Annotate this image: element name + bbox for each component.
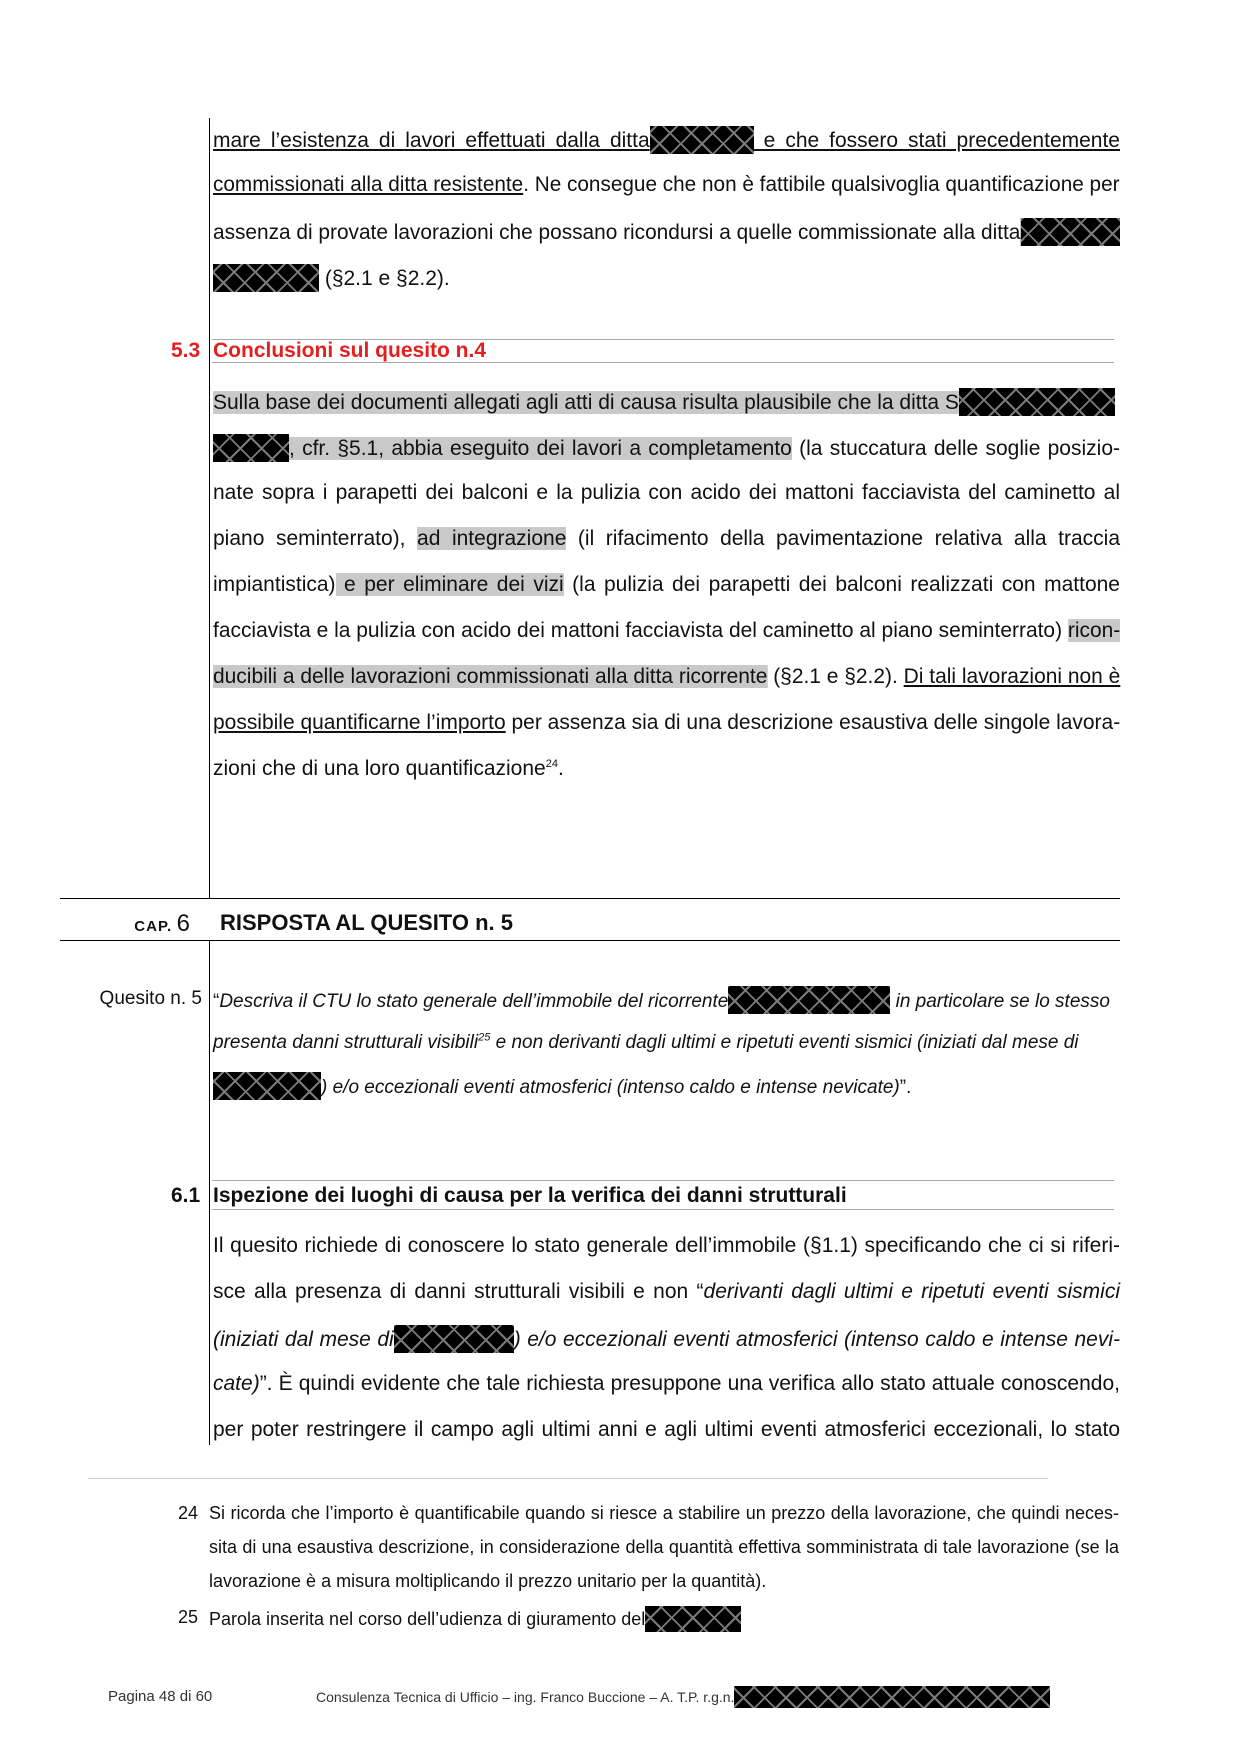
text-line: sce alla presenza di danni strutturali visibili e non “derivanti dagli ultimi e ripetuti eventi sismici: [213, 1280, 1120, 1303]
redaction-block: [734, 1686, 1050, 1708]
text-line: cate)”. È quindi evidente che tale richiesta presuppone una verifica allo stato attuale conoscendo,: [213, 1372, 1120, 1395]
redaction-block: [213, 264, 319, 292]
footnote-line: sita di una esaustiva descrizione, in considerazione della quantità effettiva somministrata di tale lavorazione (se la: [209, 1537, 1119, 1557]
redaction-block: [645, 1606, 741, 1632]
text-line: impiantistica) e per eliminare dei vizi (la pulizia dei parapetti dei balconi realizzati con mattone: [213, 573, 1120, 596]
text-line: , cfr. §5.1, abbia eseguito dei lavori a completamento (la stuccatura delle soglie posizio-: [213, 434, 1120, 462]
text-line: Sulla base dei documenti allegati agli atti di causa risulta plausibile che la ditta S: [213, 388, 1120, 416]
section-number: 5.3: [171, 339, 201, 362]
section-title: Ispezione dei luoghi di causa per la verifica dei danni strutturali: [213, 1184, 847, 1207]
section-rule: [212, 362, 1114, 363]
chapter-title: RISPOSTA AL QUESITO n. 5: [220, 910, 513, 935]
redaction-block: [959, 388, 1115, 416]
redaction-block: [213, 1072, 321, 1100]
redaction-block: [394, 1325, 514, 1353]
footnote-line: lavorazione è a misura moltiplicando il prezzo unitario per la quantità).: [209, 1571, 767, 1591]
page-number: Pagina 48 di 60: [108, 1688, 213, 1705]
footnote-number: 25: [178, 1607, 199, 1627]
chapter-label: CAP. 6: [134, 910, 190, 937]
redaction-block: [1020, 218, 1119, 246]
footer-doc-title: Consulenza Tecnica di Ufficio – ing. Franco Buccione – A. T.P. r.g.n.: [316, 1686, 1050, 1708]
text-line: ) e/o eccezionali eventi atmosferici (intenso caldo e intense nevicate)”.: [213, 1072, 911, 1101]
text-line: assenza di provate lavorazioni che possano ricondursi a quelle commissionate alla ditta: [213, 218, 1120, 246]
section-number: 6.1: [171, 1184, 201, 1207]
text-line: facciavista e la pulizia con acido dei mattoni facciavista del caminetto al piano seminterrato) ricon-: [213, 619, 1121, 642]
quesito-label: Quesito n. 5: [99, 988, 202, 1009]
footnote-line: Parola inserita nel corso dell’udienza di giuramento del: [209, 1606, 741, 1632]
margin-rule-top: [209, 118, 210, 898]
section-rule: [212, 1180, 1114, 1181]
section-rule: [212, 1209, 1114, 1210]
text-line: (§2.1 e §2.2).: [213, 264, 450, 292]
redaction-block: [213, 434, 289, 462]
text-line: zioni che di una loro quantificazione$^{24}$.: [213, 757, 564, 780]
footnote-number: 24: [178, 1503, 199, 1523]
footnote-separator: [88, 1478, 1048, 1479]
text-line: Il quesito richiede di conoscere lo stato generale dell’immobile (§1.1) specificando che ci si riferi-: [213, 1234, 1120, 1257]
text-line: “Descriva il CTU lo stato generale dell’immobile del ricorrente in particolare se lo stesso: [213, 986, 1120, 1015]
redaction-block: [650, 126, 754, 154]
redaction-block: [728, 986, 890, 1014]
text-line: possibile quantificarne l’importo per assenza sia di una descrizione esaustiva delle singole lavora-: [213, 711, 1121, 734]
chapter-rule-bottom: [60, 940, 1120, 941]
text-line: commissionati alla ditta resistente. Ne consegue che non è fattibile qualsivoglia quantificazione per: [213, 173, 1120, 196]
text-line: nate sopra i parapetti dei balconi e la pulizia con acido dei mattoni facciavista del caminetto al: [213, 481, 1120, 504]
text-line: piano seminterrato), ad integrazione (il rifacimento della pavimentazione relativa alla traccia: [213, 527, 1120, 550]
text-line: (iniziati dal mese di ) e/o eccezionali eventi atmosferici (intenso caldo e intense nevi-: [213, 1325, 1120, 1353]
text-line: per poter restringere il campo agli ultimi anni e agli ultimi eventi atmosferici eccezionali, lo stato: [213, 1418, 1120, 1441]
text-line: ducibili a delle lavorazioni commissionati alla ditta ricorrente (§2.1 e §2.2). Di tali lavorazioni non è: [213, 665, 1121, 688]
footnote-ref[interactable]: 25: [478, 1031, 491, 1044]
section-title: Conclusioni sul quesito n.4: [213, 339, 487, 362]
footnote-line: Si ricorda che l’importo è quantificabile quando si riesce a stabilire un prezzo della lavorazione, che quindi neces-: [209, 1503, 1119, 1523]
margin-rule-bottom: [209, 940, 210, 1445]
text-line: presenta danni strutturali visibili$^{25}$ e non derivanti dagli ultimi e ripetuti eventi sismici (iniziati dal mese di: [213, 1031, 1079, 1053]
footnote-ref[interactable]: 24: [545, 758, 558, 770]
text-line: mare l’esistenza di lavori effettuati dalla ditta e che fossero stati precedentemente: [213, 126, 1120, 154]
chapter-rule-top: [60, 898, 1120, 899]
